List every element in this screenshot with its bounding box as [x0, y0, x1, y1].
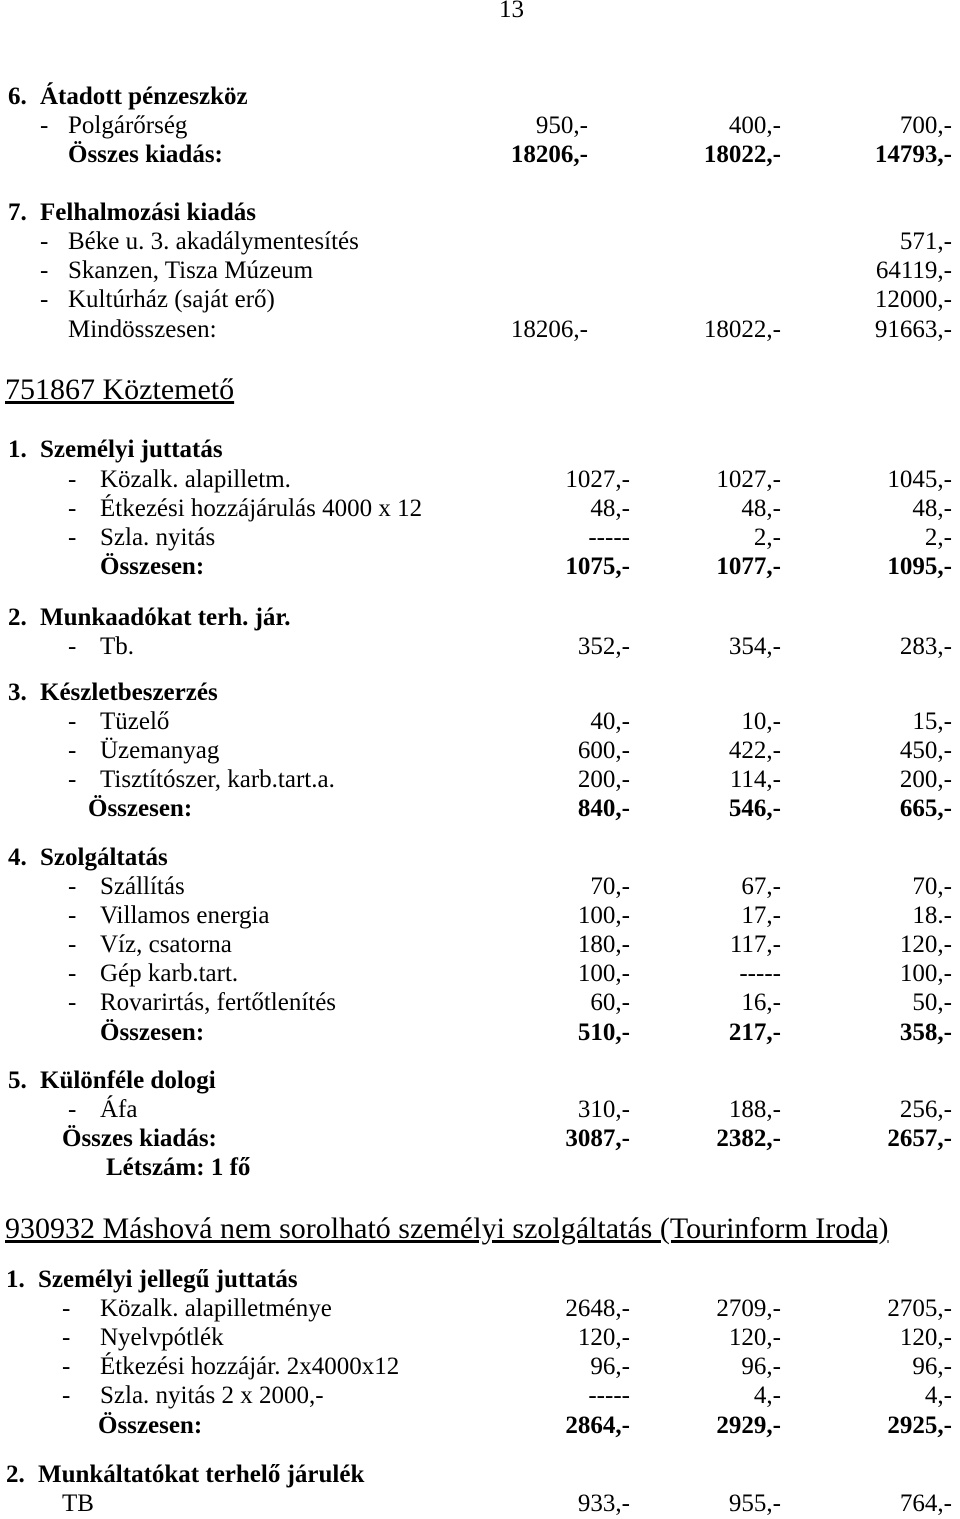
amount-cell: 10,-	[741, 708, 781, 735]
section-number: 5.	[8, 1067, 27, 1094]
amount-cell: 18022,-	[703, 141, 781, 168]
amount-cell: 510,-	[577, 1019, 630, 1046]
amount-cell: 96,-	[912, 1353, 952, 1380]
bullet-dash: -	[62, 1324, 71, 1351]
amount-cell: 67,-	[741, 873, 781, 900]
amount-cell: 217,-	[728, 1019, 781, 1046]
amount-cell: 200,-	[899, 766, 952, 793]
headcount-label: Létszám: 1 fő	[106, 1154, 251, 1181]
row-label: TB	[62, 1490, 94, 1517]
section-number: 2.	[8, 604, 27, 631]
bullet-dash: -	[68, 524, 77, 551]
amount-cell: 1077,-	[716, 553, 781, 580]
amount-cell: 310,-	[577, 1096, 630, 1123]
amount-cell: 96,-	[590, 1353, 630, 1380]
total-label: Összes kiadás:	[62, 1125, 217, 1152]
bullet-dash: -	[68, 1096, 77, 1123]
table-row	[0, 1295, 960, 1323]
table-row	[0, 257, 960, 285]
amount-cell: 1027,-	[716, 466, 781, 493]
bullet-dash: -	[68, 708, 77, 735]
department-heading	[0, 373, 960, 407]
amount-cell: 70,-	[912, 873, 952, 900]
amount-cell: 422,-	[728, 737, 781, 764]
headcount-row	[0, 1154, 960, 1182]
table-row	[0, 1353, 960, 1381]
row-label: Polgárőrség	[68, 112, 188, 139]
section-title: Személyi jellegű juttatás	[38, 1266, 298, 1293]
department-title: 930932 Máshová nem sorolható személyi szolgáltatás (Tourinform Iroda)	[5, 1212, 889, 1245]
section-number: 2.	[6, 1461, 25, 1488]
row-label: Tüzelő	[100, 708, 170, 735]
amount-cell: 2925,-	[887, 1412, 952, 1439]
row-label: Nyelvpótlék	[100, 1324, 224, 1351]
amount-cell: 114,-	[729, 766, 781, 793]
amount-cell: 120,-	[899, 931, 952, 958]
section-title: Munkaadókat terh. jár.	[40, 604, 291, 631]
amount-cell: 18.-	[912, 902, 952, 929]
amount-cell: 4,-	[753, 1382, 781, 1409]
table-row	[0, 1382, 960, 1410]
total-row	[0, 1412, 960, 1440]
amount-cell: 2705,-	[887, 1295, 952, 1322]
section-title: Átadott pénzeszköz	[40, 83, 248, 110]
row-label: Közalk. alapilletménye	[100, 1295, 332, 1322]
row-label: Szállítás	[100, 873, 185, 900]
amount-cell: 283,-	[899, 633, 952, 660]
row-label: Rovarirtás, fertőtlenítés	[100, 989, 337, 1016]
row-label: Szla. nyitás 2 x 2000,-	[100, 1382, 324, 1409]
row-label: Víz, csatorna	[100, 931, 232, 958]
section-title-row	[0, 436, 960, 464]
amount-cell: 2,-	[753, 524, 781, 551]
amount-cell: 120,-	[728, 1324, 781, 1351]
row-label: Skanzen, Tisza Múzeum	[68, 257, 314, 284]
amount-cell: 14793,-	[874, 141, 952, 168]
amount-cell: 256,-	[899, 1096, 952, 1123]
section-number: 1.	[6, 1266, 25, 1293]
amount-cell: 100,-	[899, 960, 952, 987]
amount-cell: 188,-	[728, 1096, 781, 1123]
amount-cell: 665,-	[899, 795, 952, 822]
amount-cell: 352,-	[577, 633, 630, 660]
row-label: Áfa	[100, 1096, 138, 1123]
section-number: 6.	[8, 83, 27, 110]
table-row	[0, 112, 960, 140]
table-row	[0, 931, 960, 959]
table-row	[0, 1490, 960, 1518]
department-heading	[0, 1212, 960, 1246]
amount-cell: 955,-	[728, 1490, 781, 1517]
amount-cell: 48,-	[590, 495, 630, 522]
amount-cell: 100,-	[577, 960, 630, 987]
amount-cell: 18022,-	[703, 316, 781, 343]
amount-cell: 117,-	[729, 931, 781, 958]
total-label: Összesen:	[100, 1019, 205, 1046]
bullet-dash: -	[68, 960, 77, 987]
section-title-row	[0, 679, 960, 707]
amount-cell: 4,-	[924, 1382, 952, 1409]
amount-cell: 60,-	[590, 989, 630, 1016]
amount-cell: -----	[588, 1382, 630, 1409]
bullet-dash: -	[68, 737, 77, 764]
table-row	[0, 989, 960, 1017]
amount-cell: 40,-	[590, 708, 630, 735]
amount-cell: 2382,-	[716, 1125, 781, 1152]
bullet-dash: -	[68, 902, 77, 929]
section-title: Szolgáltatás	[40, 844, 168, 871]
amount-cell: 2,-	[924, 524, 952, 551]
section-title-row	[0, 199, 960, 227]
amount-cell: 840,-	[577, 795, 630, 822]
bullet-dash: -	[68, 931, 77, 958]
table-row	[0, 286, 960, 314]
section-number: 7.	[8, 199, 27, 226]
row-label: Közalk. alapilletm.	[100, 466, 291, 493]
table-row	[0, 960, 960, 988]
row-label: Gép karb.tart.	[100, 960, 239, 987]
bullet-dash: -	[62, 1382, 71, 1409]
amount-cell: 2864,-	[565, 1412, 630, 1439]
total-label: Összes kiadás:	[68, 141, 223, 168]
amount-cell: 933,-	[577, 1490, 630, 1517]
bullet-dash: -	[68, 766, 77, 793]
row-label: Étkezési hozzájárulás 4000 x 12	[100, 495, 423, 522]
table-row	[0, 633, 960, 661]
amount-cell: 120,-	[899, 1324, 952, 1351]
bullet-dash: -	[68, 633, 77, 660]
row-label: Üzemanyag	[100, 737, 220, 764]
bullet-dash: -	[40, 228, 49, 255]
amount-cell: 546,-	[728, 795, 781, 822]
bullet-dash: -	[62, 1295, 71, 1322]
amount-cell: 1027,-	[565, 466, 630, 493]
amount-cell: 2657,-	[887, 1125, 952, 1152]
amount-cell: 1045,-	[887, 466, 952, 493]
amount-cell: 1075,-	[565, 553, 630, 580]
table-row	[0, 873, 960, 901]
section-title-row	[0, 844, 960, 872]
section-title: Felhalmozási kiadás	[40, 199, 256, 226]
row-label: Étkezési hozzájár. 2x4000x12	[100, 1353, 400, 1380]
table-row	[0, 524, 960, 552]
total-label: Összesen:	[100, 553, 205, 580]
amount-cell: 358,-	[899, 1019, 952, 1046]
amount-cell: 48,-	[741, 495, 781, 522]
amount-cell: 16,-	[741, 989, 781, 1016]
amount-cell: 50,-	[912, 989, 952, 1016]
table-row	[0, 737, 960, 765]
total-row	[0, 553, 960, 581]
section-title-row	[0, 1461, 960, 1489]
amount-cell: 100,-	[577, 902, 630, 929]
bullet-dash: -	[68, 989, 77, 1016]
table-row	[0, 495, 960, 523]
total-label: Összesen:	[98, 1412, 203, 1439]
amount-cell: 700,-	[899, 112, 952, 139]
amount-cell: 950,-	[535, 112, 588, 139]
section-title-row	[0, 1266, 960, 1294]
amount-cell: 2709,-	[716, 1295, 781, 1322]
grand-total-row	[0, 1125, 960, 1153]
amount-cell: 1095,-	[887, 553, 952, 580]
table-row	[0, 228, 960, 256]
amount-cell: 3087,-	[565, 1125, 630, 1152]
total-row	[0, 141, 960, 169]
amount-cell: 70,-	[590, 873, 630, 900]
department-title: 751867 Köztemető	[5, 373, 235, 406]
section-number: 3.	[8, 679, 27, 706]
bullet-dash: -	[68, 466, 77, 493]
amount-cell: 764,-	[899, 1490, 952, 1517]
amount-cell: 180,-	[577, 931, 630, 958]
amount-cell: 12000,-	[874, 286, 952, 313]
amount-cell: 200,-	[577, 766, 630, 793]
amount-cell: 96,-	[741, 1353, 781, 1380]
amount-cell: 18206,-	[510, 141, 588, 168]
total-row	[0, 316, 960, 344]
amount-cell: 354,-	[728, 633, 781, 660]
table-row	[0, 708, 960, 736]
amount-cell: 2648,-	[565, 1295, 630, 1322]
section-title: Különféle dologi	[40, 1067, 216, 1094]
table-row	[0, 466, 960, 494]
amount-cell: 48,-	[912, 495, 952, 522]
amount-cell: 2929,-	[716, 1412, 781, 1439]
section-title-row	[0, 83, 960, 111]
bullet-dash: -	[40, 286, 49, 313]
bullet-dash: -	[40, 112, 49, 139]
section-title: Személyi juttatás	[40, 436, 223, 463]
amount-cell: -----	[739, 960, 781, 987]
row-label: Villamos energia	[100, 902, 270, 929]
amount-cell: 15,-	[912, 708, 952, 735]
amount-cell: 571,-	[899, 228, 952, 255]
page-number: 13	[499, 0, 524, 23]
amount-cell: 64119,-	[875, 257, 952, 284]
section-title-row	[0, 604, 960, 632]
section-title: Készletbeszerzés	[40, 679, 218, 706]
amount-cell: 17,-	[741, 902, 781, 929]
row-label: Kultúrház (saját erő)	[68, 286, 275, 313]
section-number: 1.	[8, 436, 27, 463]
bullet-dash: -	[40, 257, 49, 284]
row-label: Tb.	[100, 633, 135, 660]
bullet-dash: -	[68, 495, 77, 522]
table-row	[0, 766, 960, 794]
section-title: Munkáltatókat terhelő járulék	[38, 1461, 365, 1488]
amount-cell: 18206,-	[510, 316, 588, 343]
row-label: Béke u. 3. akadálymentesítés	[68, 228, 359, 255]
amount-cell: -----	[588, 524, 630, 551]
bullet-dash: -	[68, 873, 77, 900]
row-label: Szla. nyitás	[100, 524, 216, 551]
total-label: Mindösszesen:	[68, 316, 217, 343]
amount-cell: 400,-	[728, 112, 781, 139]
table-row	[0, 1096, 960, 1124]
amount-cell: 450,-	[899, 737, 952, 764]
total-label: Összesen:	[88, 795, 193, 822]
section-number: 4.	[8, 844, 27, 871]
row-label: Tisztítószer, karb.tart.a.	[100, 766, 335, 793]
amount-cell: 600,-	[577, 737, 630, 764]
table-row	[0, 1324, 960, 1352]
section-title-row	[0, 1067, 960, 1095]
table-row	[0, 902, 960, 930]
amount-cell: 120,-	[577, 1324, 630, 1351]
total-row	[0, 795, 960, 823]
amount-cell: 91663,-	[874, 316, 952, 343]
total-row	[0, 1019, 960, 1047]
bullet-dash: -	[62, 1353, 71, 1380]
